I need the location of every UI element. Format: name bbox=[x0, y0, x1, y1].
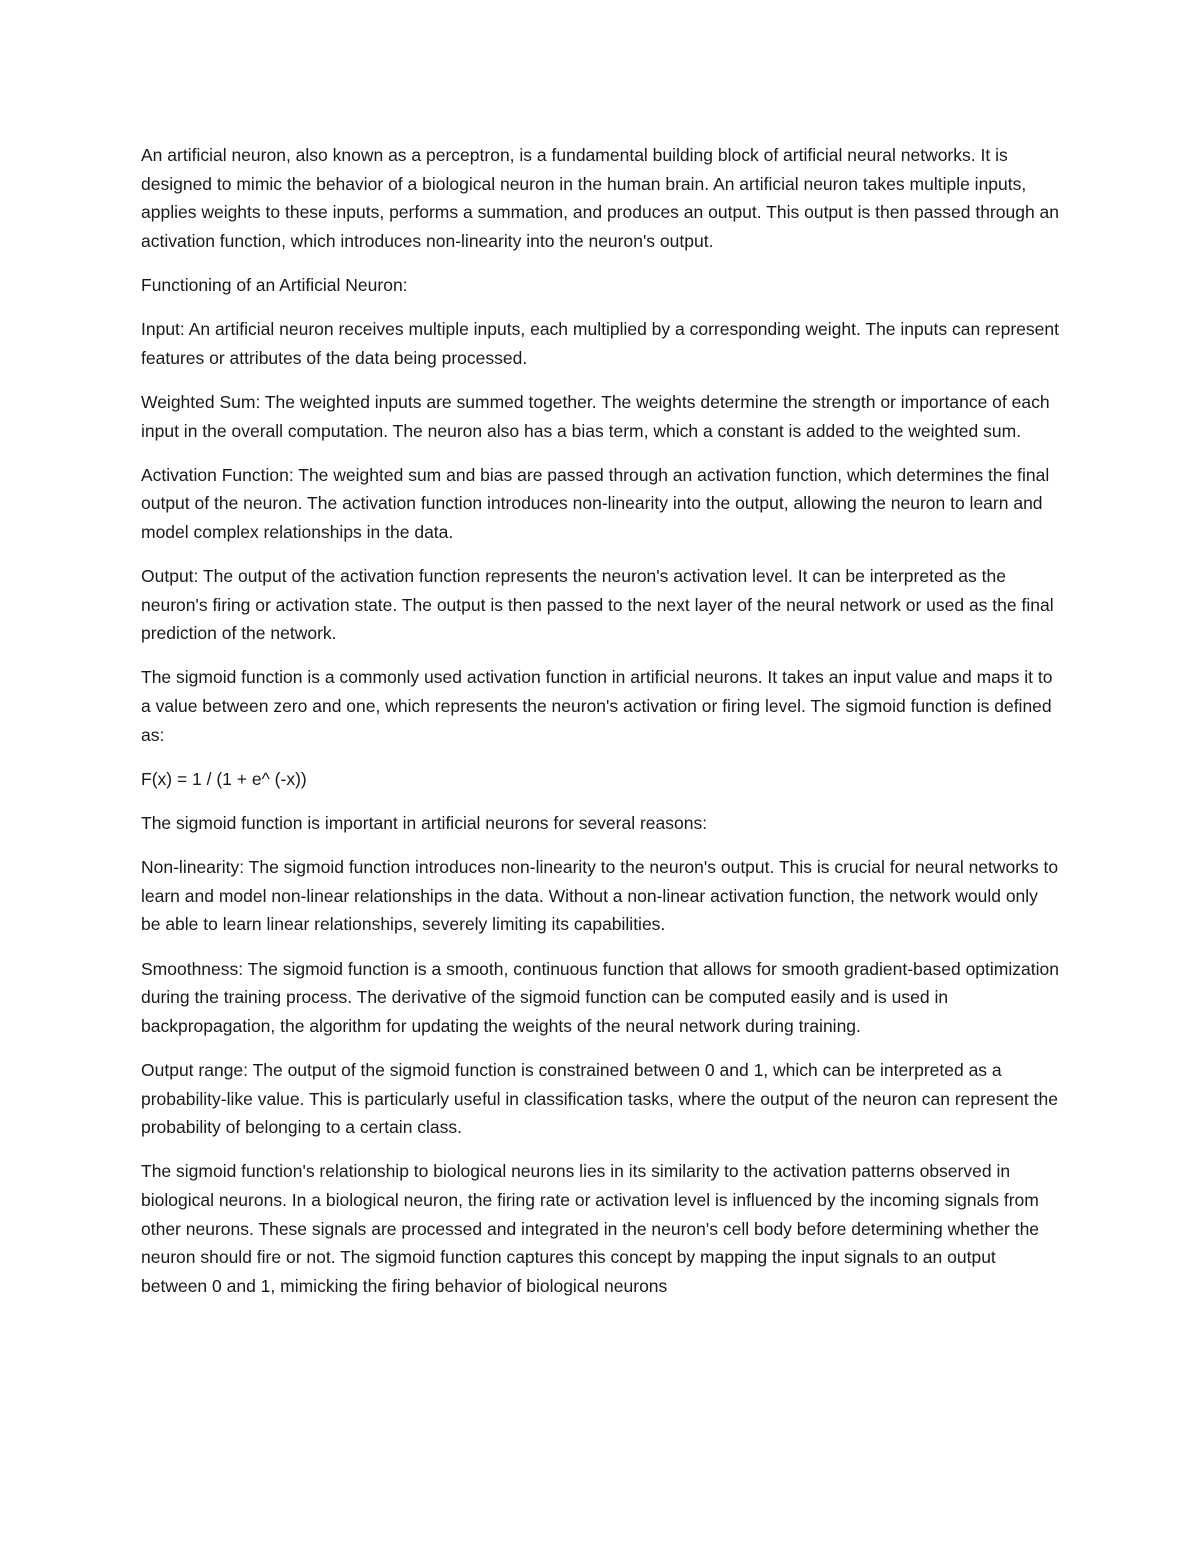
section-heading: Functioning of an Artificial Neuron: bbox=[141, 274, 408, 295]
sigmoid-intro-paragraph: The sigmoid function is a commonly used activation function in artificial neurons. It takes an input value and maps it to a value between zero and one, which represents the neuron's activation or firing level. The sigmoid function is defined as: bbox=[141, 667, 1053, 745]
smoothness-paragraph: Smoothness: The sigmoid function is a smooth, continuous function that allows for smooth gradient-based optimization during the training process. The derivative of the sigmoid function can be computed easily and is used in backpropagation, the algorithm for updating the weights of the neural network during training. bbox=[141, 958, 1059, 1036]
sigmoid-importance-paragraph: The sigmoid function is important in artificial neurons for several reasons: bbox=[141, 813, 708, 834]
non-linearity-paragraph: Non-linearity: The sigmoid function introduces non-linearity to the neuron's output. This is crucial for neural networks to learn and model non-linear relationships in the data. Without a non-linear activation function, the network would only be able to learn linear relationships, severely limiting its capabilities. bbox=[141, 857, 1059, 935]
intro-paragraph: An artificial neuron, also known as a perceptron, is a fundamental building block of artificial neural networks. It is designed to mimic the behavior of a biological neuron in the human brain. An artificial neuron takes multiple inputs, applies weights to these inputs, performs a summation, and produces an output. This output is then passed through an activation function, which introduces non-linearity into the neuron's output. bbox=[141, 145, 1060, 251]
document-body bbox=[141, 141, 1061, 1316]
activation-function-paragraph: Activation Function: The weighted sum and bias are passed through an activation function, which determines the final output of the neuron. The activation function introduces non-linearity into the output, allowing the neuron to learn and model complex relationships in the data. bbox=[141, 464, 1050, 542]
input-paragraph: Input: An artificial neuron receives multiple inputs, each multiplied by a corresponding weight. The inputs can represent features or attributes of the data being processed. bbox=[141, 319, 1059, 368]
sigmoid-formula: F(x) = 1 / (1 + e^ (-x)) bbox=[141, 768, 307, 789]
output-paragraph: Output: The output of the activation function represents the neuron's activation level. It can be interpreted as the neuron's firing or activation state. The output is then passed to the next layer of the neural network or used as the final prediction of the network. bbox=[141, 566, 1054, 644]
weighted-sum-paragraph: Weighted Sum: The weighted inputs are summed together. The weights determine the strength or importance of each input in the overall computation. The neuron also has a bias term, which a constant is added to the weighted sum. bbox=[141, 391, 1050, 441]
output-range-paragraph: Output range: The output of the sigmoid function is constrained between 0 and 1, which can be interpreted as a probability-like value. This is particularly useful in classification tasks, where the output of the neuron can represent the probability of belonging to a certain class. bbox=[141, 1059, 1058, 1138]
biological-relationship-paragraph: The sigmoid function's relationship to biological neurons lies in its similarity to the activation patterns observed in biological neurons. In a biological neuron, the firing rate or activation level is influenced by the incoming signals from other neurons. These signals are processed and integrated in the neuron's cell body before determining whether the neuron should fire or not. The sigmoid function captures this concept by mapping the input signals to an output between 0 and 1, mimicking the firing behavior of biological neurons bbox=[141, 1161, 1040, 1296]
